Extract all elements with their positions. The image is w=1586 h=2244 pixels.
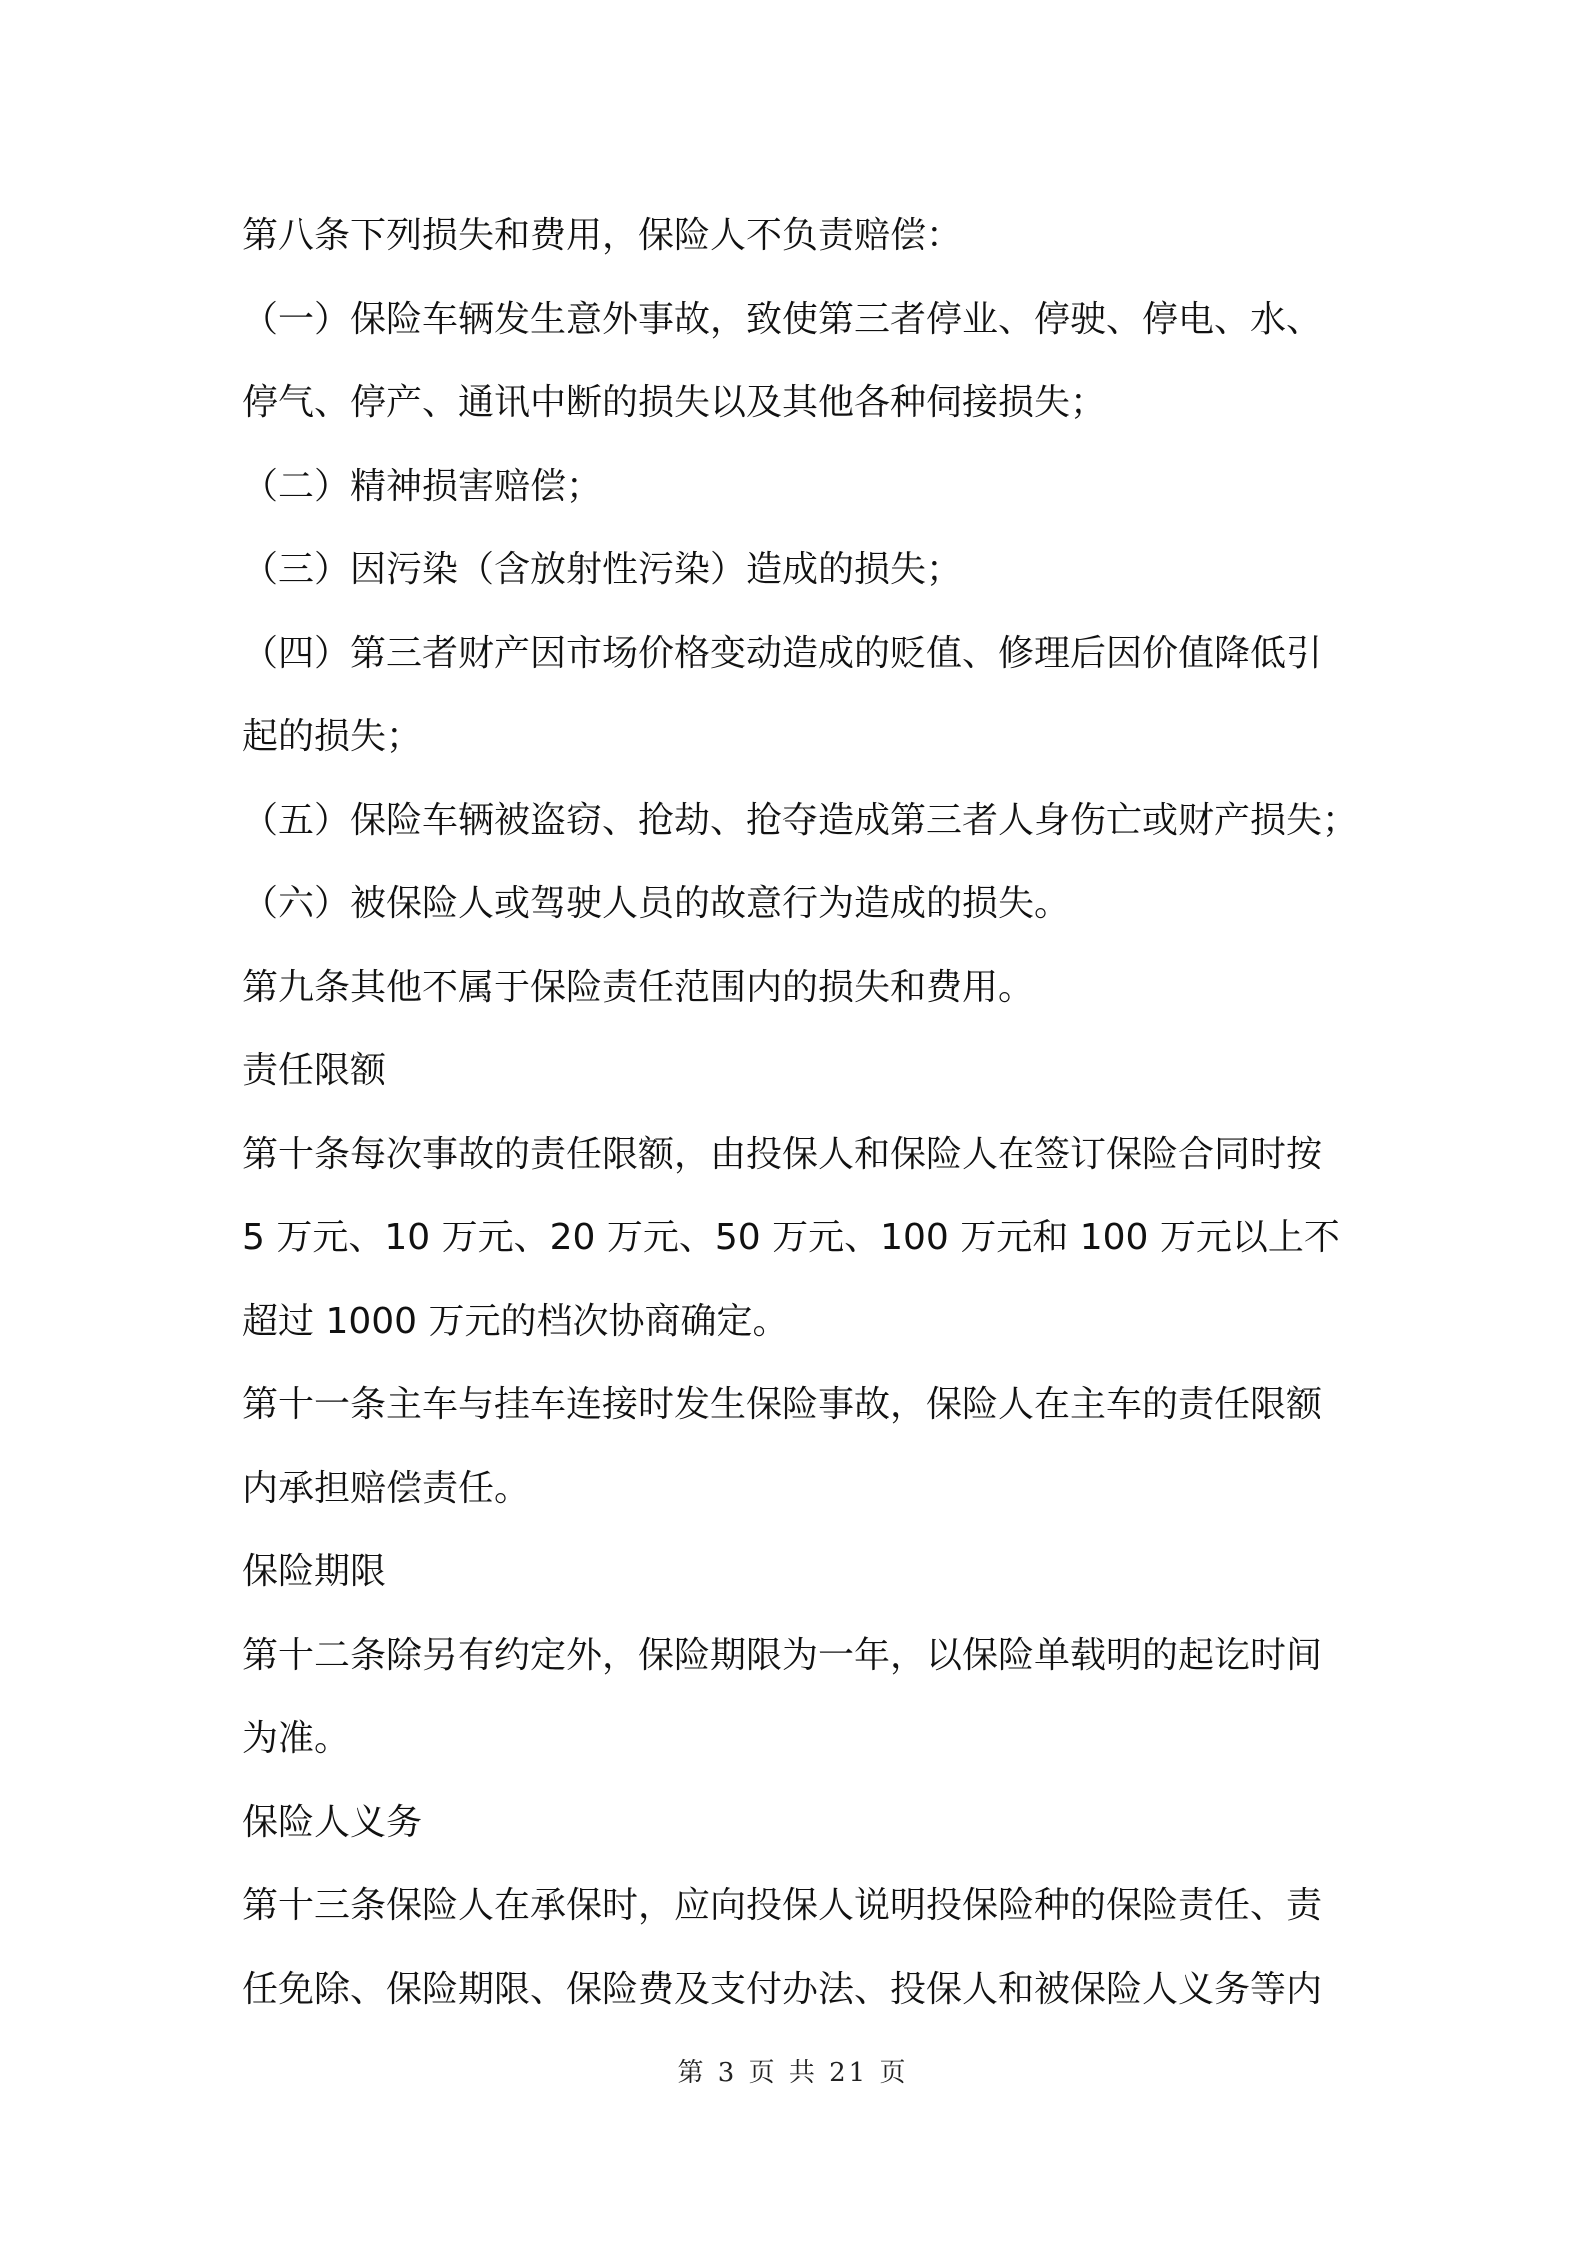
section-heading-insurer-obligations: 保险人义务 <box>242 1801 423 1843</box>
line-article-13-a: 第十三条保险人在承保时，应向投保人说明投保险种的保险责任、责 <box>242 1885 1323 1926</box>
line-article-10-b: 5 万元、10 万元、20 万元、50 万元、100 万元和 100 万元以上不 <box>242 1217 1340 1258</box>
line-item-4-a: （四）第三者财产因市场价格变动造成的贬值、修理后因价值降低引 <box>242 632 1323 674</box>
page-number-footer: 第 3 页 共 21 页 <box>677 2058 909 2088</box>
section-heading-liability-limit: 责任限额 <box>242 1050 387 1091</box>
line-article-9: 第九条其他不属于保险责任范围内的损失和费用。 <box>242 966 1035 1008</box>
line-item-1-a: （一）保险车辆发生意外事故，致使第三者停业、停驶、停电、水、 <box>242 298 1323 340</box>
line-article-10-a: 第十条每次事故的责任限额，由投保人和保险人在签订保险合同时按 <box>242 1133 1323 1175</box>
line-item-1-b: 停气、停产、通讯中断的损失以及其他各种伺接损失； <box>242 382 1107 423</box>
line-article-13-b: 任免除、保险期限、保险费及支付办法、投保人和被保险人义务等内 <box>242 1968 1323 2010</box>
line-item-3: （三）因污染（含放射性污染）造成的损失； <box>242 549 963 590</box>
document-body <box>242 194 1362 2031</box>
line-article-11-b: 内承担赔偿责任。 <box>242 1467 531 1509</box>
line-article-12-a: 第十二条除另有约定外，保险期限为一年，以保险单载明的起讫时间 <box>242 1634 1323 1676</box>
line-article-12-b: 为准。 <box>242 1718 351 1759</box>
line-item-6: （六）被保险人或驾驶人员的故意行为造成的损失。 <box>242 883 1071 924</box>
line-article-8-heading: 第八条下列损失和费用，保险人不负责赔偿： <box>242 215 963 256</box>
line-item-4-b: 起的损失； <box>242 716 423 757</box>
line-item-5: （五）保险车辆被盗窃、抢劫、抢夺造成第三者人身伤亡或财产损失； <box>242 799 1359 841</box>
line-article-10-c: 超过 1000 万元的档次协商确定。 <box>242 1300 789 1342</box>
line-article-11-a: 第十一条主车与挂车连接时发生保险事故，保险人在主车的责任限额 <box>242 1384 1323 1425</box>
line-item-2: （二）精神损害赔偿； <box>242 465 603 507</box>
section-heading-insurance-period: 保险期限 <box>242 1551 387 1592</box>
